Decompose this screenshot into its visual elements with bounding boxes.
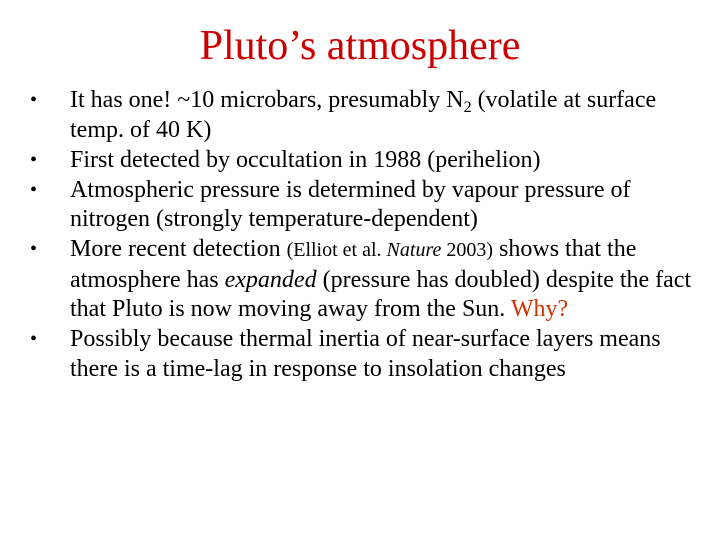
bullet-text: Possibly because thermal inertia of near-surface layers means there is a time-lag in response to insolation changes: [70, 326, 661, 382]
bullet-icon: •: [30, 89, 38, 111]
bullet-item: [22, 176, 698, 235]
bullet-text: (volatile at surface temp. of 40 K): [70, 87, 657, 143]
bullet-list: [22, 86, 698, 385]
question-text: Why?: [510, 296, 569, 322]
citation-authors: (Elliot et al.: [286, 239, 387, 261]
slide-title: Pluto’s atmosphere: [199, 23, 521, 69]
bullet-item: [22, 86, 698, 145]
bullet-text: More recent detection: [70, 236, 287, 262]
citation-journal: Nature: [386, 239, 442, 261]
bullet-text: Atmospheric pressure is determined by vapour pressure of nitrogen (strongly temperature-dependent): [70, 176, 631, 232]
bullet-icon: •: [30, 238, 38, 260]
bullet-item: [22, 325, 698, 384]
citation: [287, 239, 493, 261]
bullet-text: First detected by occultation in 1988 (perihelion): [70, 146, 541, 173]
bullet-item: [22, 146, 698, 176]
bullet-icon: •: [30, 328, 38, 350]
bullet-text: shows that the atmosphere has: [70, 236, 637, 293]
emphasis-text: expanded: [224, 266, 317, 293]
citation-year: 2003): [441, 239, 494, 261]
bullet-text: It has one! ~10 microbars, presumably N: [70, 87, 464, 113]
bullet-icon: •: [30, 178, 38, 201]
subscript: 2: [463, 99, 472, 116]
bullet-text: (pressure has doubled) despite the fact that Pluto is now moving away from the Sun.: [70, 266, 692, 322]
bullet-icon: •: [30, 148, 38, 171]
bullet-item: [22, 235, 698, 325]
